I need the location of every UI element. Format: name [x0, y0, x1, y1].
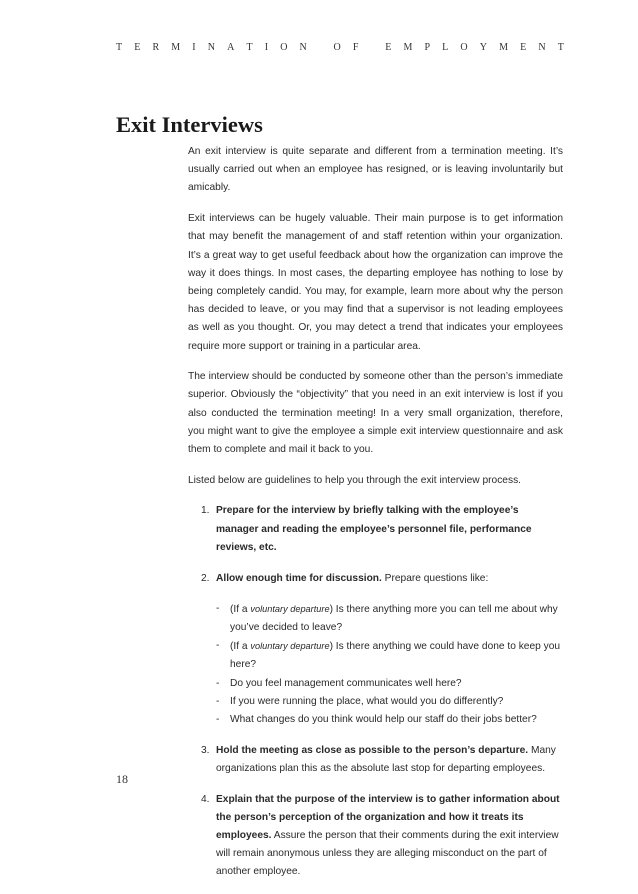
- question-prefix: (If a: [230, 641, 251, 653]
- running-head-letter: M: [171, 42, 181, 53]
- running-head-letter: E: [134, 42, 141, 53]
- guideline-number: 2.: [201, 572, 210, 584]
- guideline-text: Prepare questions like:: [381, 572, 489, 584]
- running-head-letter: N: [299, 42, 307, 53]
- running-head-letter: T: [246, 42, 253, 53]
- page-title: Exit Interviews: [116, 112, 263, 137]
- guideline-number: 4.: [201, 793, 210, 805]
- running-head-gap: [319, 42, 322, 53]
- question-prefix: (If a: [230, 603, 251, 615]
- guideline-item: [201, 742, 563, 778]
- question-item: [216, 675, 563, 693]
- guideline-item: [201, 791, 563, 882]
- guideline-bold: Allow enough time for discussion.: [216, 572, 382, 584]
- running-head-letter: O: [460, 42, 468, 53]
- bullet-dash: -: [216, 695, 220, 707]
- running-head-letter: M: [499, 42, 509, 53]
- question-text: What changes do you think would help our staff do their jobs better?: [230, 713, 537, 725]
- question-italic: voluntary departure: [250, 641, 330, 652]
- running-head-letter: E: [385, 42, 392, 53]
- question-item: [216, 711, 563, 729]
- running-head-letter: T: [557, 42, 564, 53]
- running-head-letter: Y: [479, 42, 487, 53]
- question-item: [216, 693, 563, 711]
- question-text: ) Is there anything more you can tell me about why you’ve decided to leave?: [230, 603, 558, 633]
- running-head-letter: A: [227, 42, 235, 53]
- question-text: Do you feel management communicates well here?: [230, 677, 462, 689]
- body-text: [188, 143, 563, 894]
- guideline-bold: Hold the meeting as close as possible to the person’s departure.: [216, 744, 529, 756]
- running-head-letter: N: [207, 42, 215, 53]
- bullet-dash: -: [216, 677, 220, 689]
- guideline-text: Assure the person that their comments during the exit interview will remain anonymous unless they are alleging misconduct on the part of another employee.: [216, 830, 559, 878]
- paragraph-purpose: Exit interviews can be hugely valuable. Their main purpose is to get information that may benefit the management of and staff retention within your organization. It’s a great way to get useful feedback about how the organization can improve the way it does things. In most cases, the departing employee has nothing to lose by being completely candid. You may, for example, learn more about why the person has decided to leave, or you may find that a supervisor is not leading employees as well as you thought. Or, you may detect a trend that indicates your employees require more support or training in a particular area.: [188, 213, 563, 352]
- running-head-letter: T: [116, 42, 123, 53]
- question-item: [216, 600, 563, 637]
- question-text: If you were running the place, what would you do differently?: [230, 695, 504, 707]
- guideline-bold: Explain that the purpose of the interview is to gather information about the person’s perception of the organization and how it treats its employees.: [216, 793, 560, 841]
- running-head-letter: I: [192, 42, 196, 53]
- running-head-letter: L: [442, 42, 449, 53]
- guideline-number: 3.: [201, 744, 210, 756]
- running-head-letter: M: [403, 42, 413, 53]
- question-text: ) Is there anything we could have done to keep you here?: [230, 641, 561, 671]
- guideline-bold: Prepare for the interview by briefly talking with the employee’s manager and reading the employee’s personnel file, performance reviews, etc.: [216, 505, 532, 553]
- paragraph-intro: An exit interview is quite separate and different from a termination meeting. It’s usually carried out when an employee has resigned, or is leaving involuntarily but amicably.: [188, 146, 563, 194]
- running-head-letter: O: [280, 42, 288, 53]
- running-head-letter: N: [538, 42, 546, 53]
- guideline-item: [201, 502, 563, 557]
- running-head-letter: I: [264, 42, 269, 53]
- question-item: [216, 637, 563, 674]
- bullet-dash: -: [216, 640, 220, 652]
- guideline-text: Many organizations plan this as the absolute last stop for departing employees.: [216, 744, 556, 774]
- running-head-gap: [371, 42, 374, 53]
- guideline-number: 1.: [201, 505, 210, 517]
- guideline-item: [201, 570, 563, 730]
- running-head: [116, 42, 564, 53]
- question-italic: voluntary departure: [250, 603, 330, 614]
- guidelines-list: [201, 502, 563, 881]
- paragraph-interviewer: The interview should be conducted by someone other than the person’s immediate superior. Obviously the “objectivity” that you need in an exit interview is lost if you also conducted the termination meeting! In a very small organization, therefore, you might want to give the employee a simple exit interview questionnaire and ask them to complete and mail it back to you.: [188, 371, 563, 456]
- paragraph-guidelines-intro: Listed below are guidelines to help you through the exit interview process.: [188, 474, 521, 486]
- page-number: 18: [116, 772, 128, 786]
- bullet-dash: -: [216, 713, 220, 725]
- running-head-letter: O: [333, 42, 341, 53]
- question-list: [216, 600, 563, 729]
- bullet-dash: -: [216, 602, 220, 614]
- running-head-letter: R: [152, 42, 160, 53]
- running-head-letter: E: [520, 42, 527, 53]
- running-head-letter: P: [424, 42, 431, 53]
- running-head-letter: F: [352, 42, 359, 53]
